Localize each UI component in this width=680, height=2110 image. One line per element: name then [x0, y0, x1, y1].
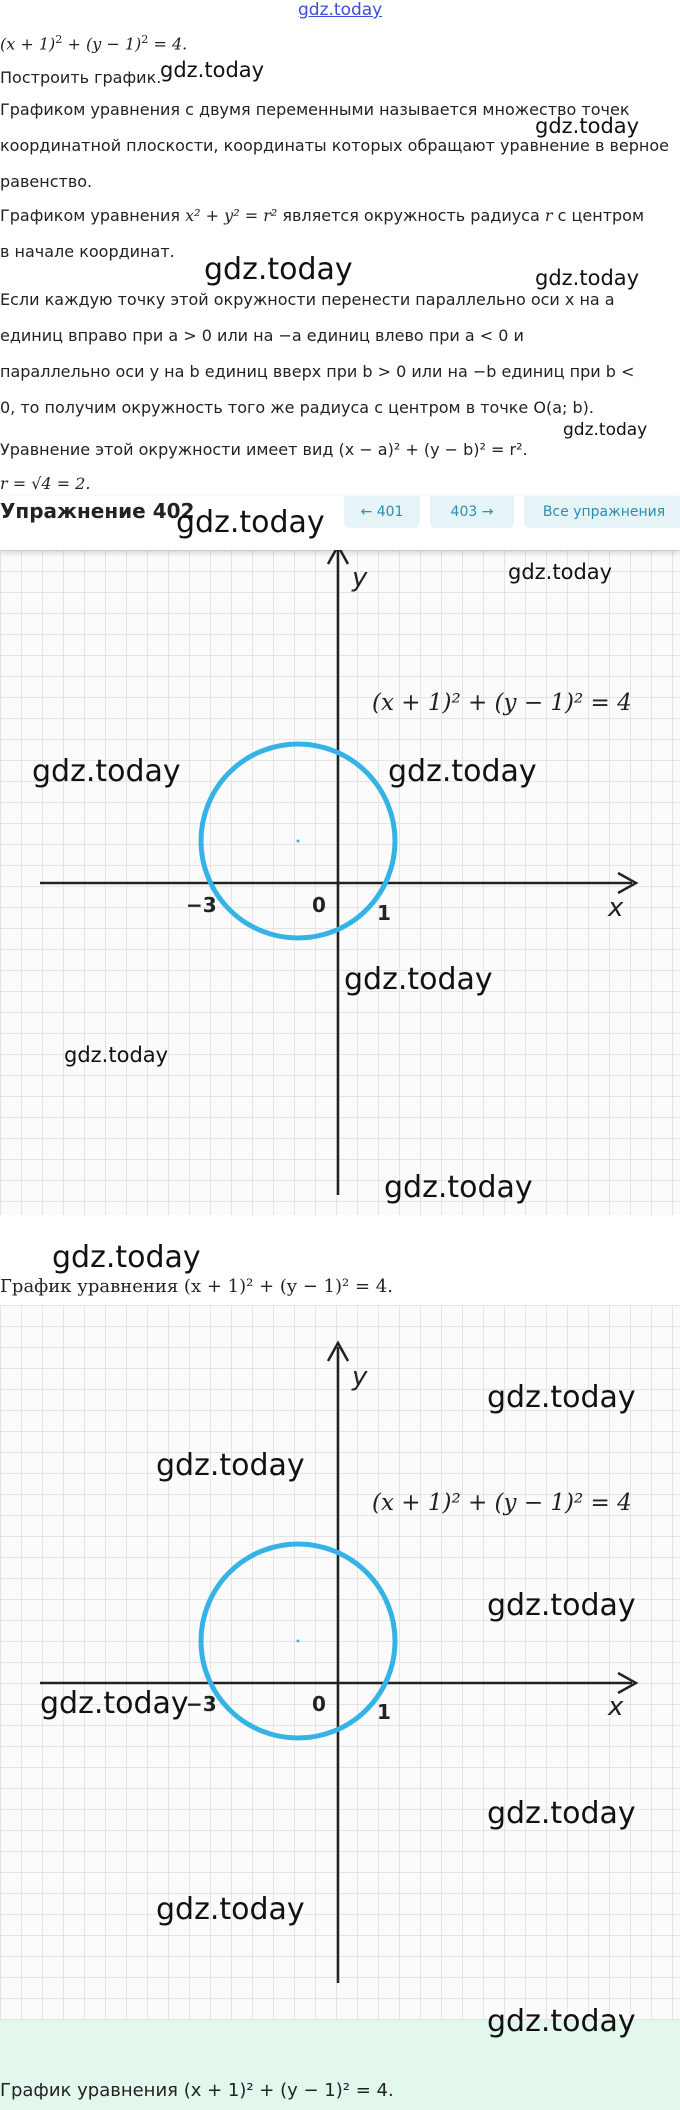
watermark: gdz.today [32, 754, 181, 789]
watermark: gdz.today [487, 1796, 636, 1831]
x-axis-label: x [608, 1692, 624, 1722]
watermark: gdz.today [40, 1686, 189, 1721]
tick-label-1: 1 [377, 901, 391, 925]
watermark: gdz.today [64, 1043, 169, 1067]
tick-label-zero: 0 [312, 1692, 326, 1716]
circle-center [297, 840, 300, 843]
radius-line: r = √4 = 2. [0, 474, 91, 493]
x-axis-label: x [608, 893, 624, 923]
graph-panel [0, 550, 680, 1215]
equation-line: $(x + 1)^2 + (y - 1)^2 = 4$. [0, 33, 188, 54]
watermark: gdz.today [487, 2004, 636, 2039]
y-axis-label: y [352, 563, 368, 593]
graph-equation: (x + 1)² + (y − 1)² = 4 [372, 1490, 632, 1516]
watermark: gdz.today [204, 252, 353, 287]
watermark: gdz.today [160, 58, 265, 82]
graph-caption: График уравнения (x + 1)² + (y − 1)² = 4. [0, 1276, 393, 1297]
watermark: gdz.today [176, 505, 325, 540]
exercise-bar [0, 496, 680, 550]
graph-equation: (x + 1)² + (y − 1)² = 4 [372, 690, 632, 716]
paragraph-line: Если каждую точку этой окружности перенести параллельно оси x на a [0, 290, 615, 309]
tick-label-1: 1 [377, 1700, 391, 1724]
paragraph-line: 0, то получим окружность того же радиуса с центром в точке O(a; b). [0, 398, 594, 417]
coordinate-plane [0, 550, 680, 1215]
paragraph-line: параллельно оси y на b единиц вверх при b > 0 или на −b единиц при b < [0, 362, 635, 381]
watermark: gdz.today [52, 1240, 201, 1275]
watermark: gdz.today [388, 754, 537, 789]
tick-label-neg3: −3 [186, 893, 217, 917]
watermark: gdz.today [508, 560, 613, 584]
paragraph-line: в начале координат. [0, 242, 175, 261]
watermark: gdz.today [535, 114, 640, 138]
watermark: gdz.today [535, 266, 640, 290]
graph-caption: График уравнения (x + 1)² + (y − 1)² = 4. [0, 2080, 394, 2101]
watermark: gdz.today [344, 962, 493, 997]
tick-label-zero: 0 [312, 893, 326, 917]
watermark: gdz.today [563, 420, 648, 440]
tick-label-neg3: −3 [186, 1692, 217, 1716]
watermark: gdz.today [156, 1892, 305, 1927]
paragraph-line: Графиком уравнения x² + y² = r² является окружность радиуса r с центром [0, 206, 645, 225]
watermark: gdz.today [487, 1588, 636, 1623]
exercise-title: Упражнение 402 [0, 499, 195, 523]
next-exercise-button[interactable]: 403 → [430, 496, 514, 528]
all-exercises-button[interactable]: Все упражнения [524, 496, 680, 528]
circle-center [297, 1640, 300, 1643]
paragraph-line: координатной плоскости, координаты которых обращают уравнение в верное [0, 136, 670, 155]
paragraph-line: Уравнение этой окружности имеет вид (x − a)² + (y − b)² = r². [0, 440, 528, 459]
paragraph-line: Графиком уравнения с двумя переменными называется множество точек [0, 100, 630, 119]
watermark: gdz.today [487, 1380, 636, 1415]
prev-exercise-button[interactable]: ← 401 [344, 496, 420, 528]
task-text: Построить график. [0, 68, 162, 87]
watermark: gdz.today [384, 1170, 533, 1205]
watermark: gdz.today [156, 1448, 305, 1483]
y-axis-label: y [352, 1362, 368, 1392]
site-link[interactable]: gdz.today [298, 0, 383, 20]
paragraph-line: единиц вправо при a > 0 или на −a единиц влево при a < 0 и [0, 326, 524, 345]
paragraph-line: равенство. [0, 172, 93, 191]
